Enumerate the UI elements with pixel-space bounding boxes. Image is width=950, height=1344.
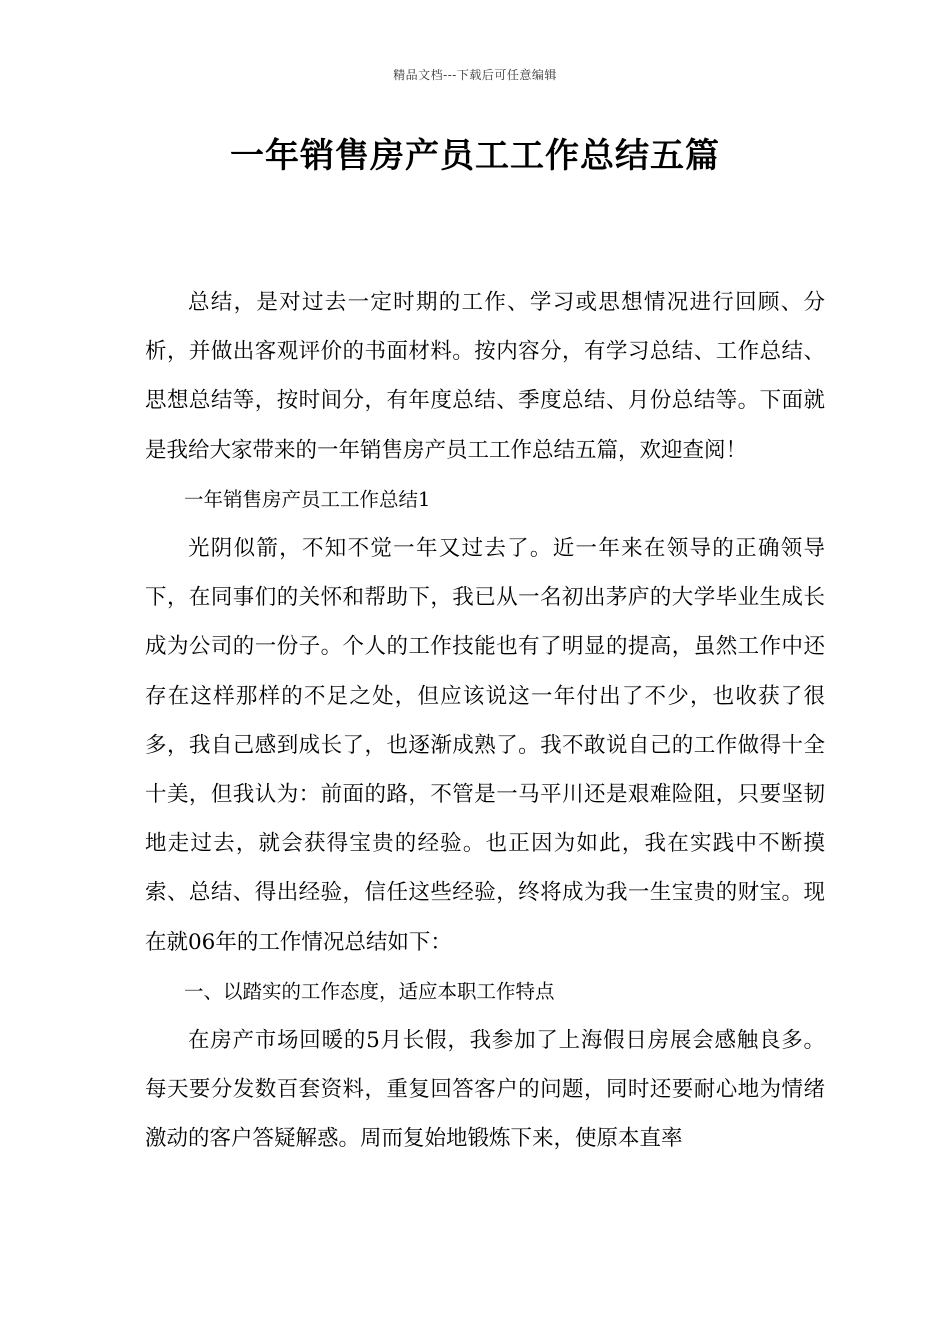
intro-paragraph: 总结，是对过去一定时期的工作、学习或思想情况进行回顾、分析，并做出客观评价的书面材料。按内容分，有学习总结、工作总结、思想总结等，按时间分，有年度总结、季度总结、月份总结等。下面就是我给大家带来的一年销售房产员工工作总结五篇，欢迎查阅！ bbox=[145, 290, 825, 463]
document-title: 一年销售房产员工工作总结五篇 bbox=[230, 136, 720, 176]
header-note: 精品文档---下载后可任意编辑 bbox=[393, 68, 557, 82]
subheading: 一、以踏实的工作态度，适应本职工作特点 bbox=[184, 979, 555, 1003]
section-title: 一年销售房产员工工作总结1 bbox=[184, 487, 431, 511]
body-paragraph: 在房产市场回暖的5月长假，我参加了上海假日房展会感触良多。每天要分发数百套资料，重复回答客户的问题，同时还要耐心地为情绪激动的客户答疑解惑。周而复始地锻炼下来，使原本直率 bbox=[145, 1028, 825, 1152]
body-paragraph: 光阴似箭，不知不觉一年又过去了。近一年来在领导的正确领导下，在同事们的关怀和帮助下，我已从一名初出茅庐的大学毕业生成长成为公司的一份子。个人的工作技能也有了明显的提高，虽然工作中还存在这样那样的不足之处，但应该说这一年付出了不少，也收获了很多，我自己感到成长了，也逐渐成熟了。我不敢说自己的工作做得十全十美，但我认为：前面的路，不管是一马平川还是艰难险阻，只要坚韧地走过去，就会获得宝贵的经验。也正因为如此，我在实践中不断摸索、总结、得出经验，信任这些经验，终将成为我一生宝贵的财宝。现在就06年的工作情况总结如下： bbox=[145, 536, 825, 955]
document-body bbox=[145, 278, 825, 1164]
